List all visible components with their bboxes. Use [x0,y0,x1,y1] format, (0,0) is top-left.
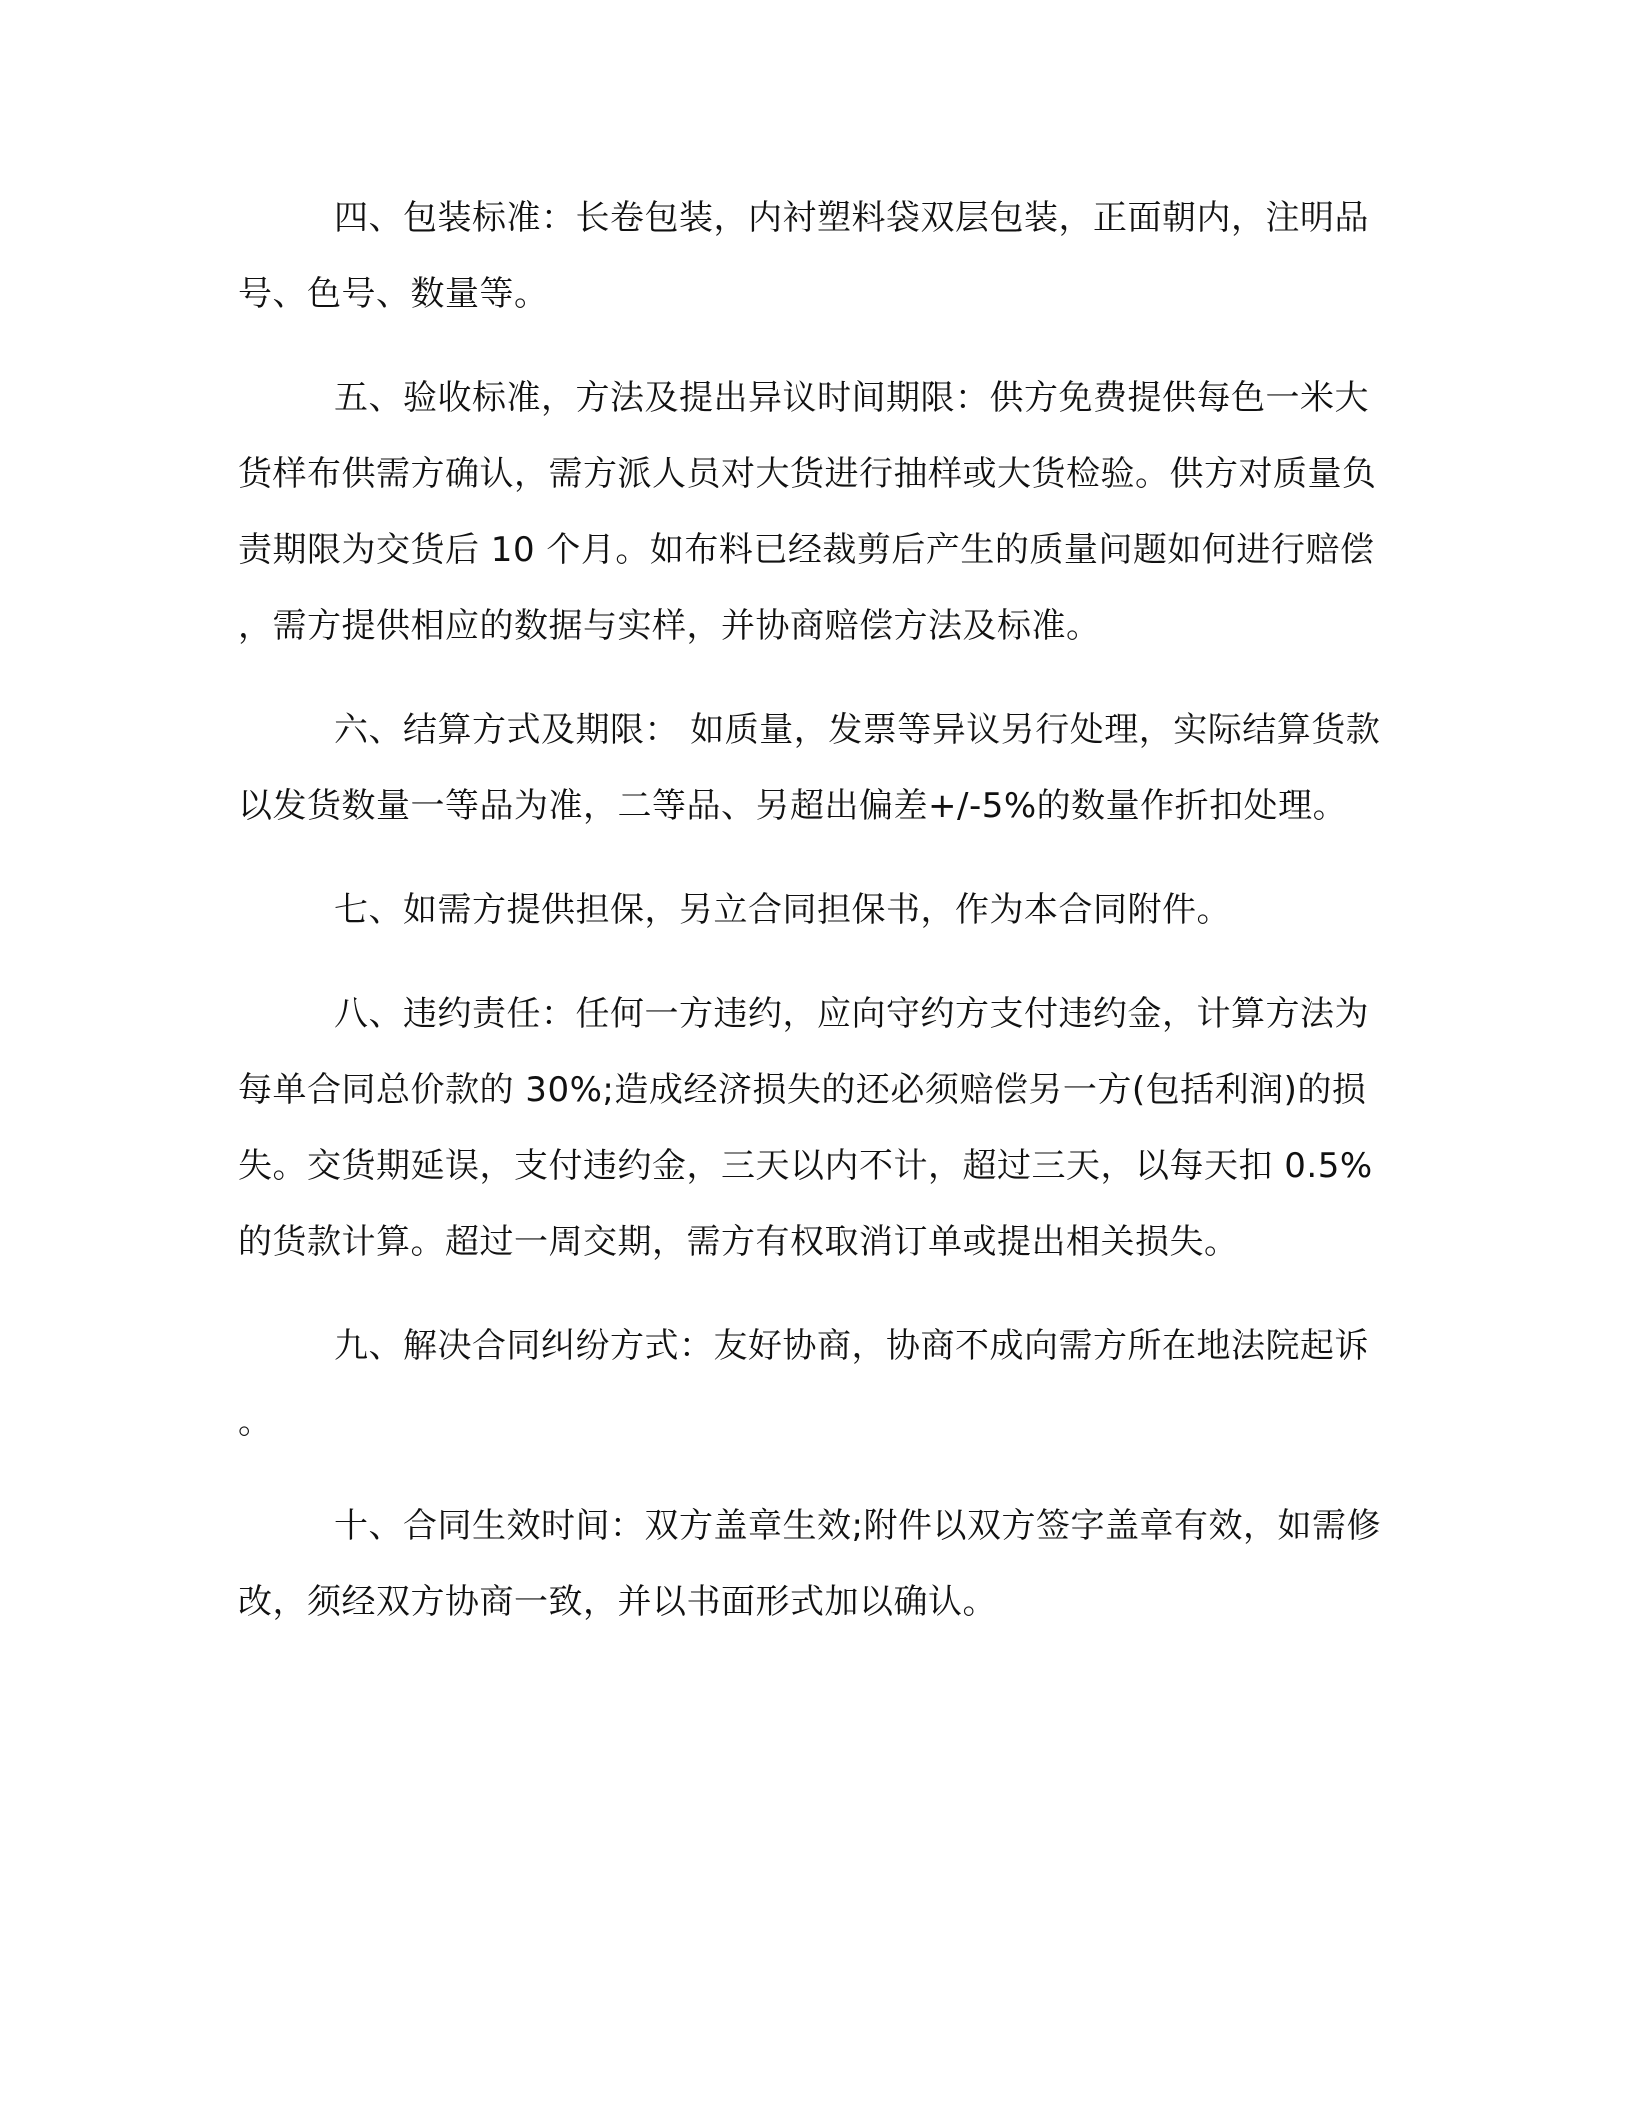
document-body [238,180,1384,1668]
clause-packaging-standard: 四、包装标准：长卷包装，内衬塑料袋双层包装，正面朝内，注明品号、色号、数量等。 [238,198,1369,314]
clause-breach-liability: 八、违约责任：任何一方违约，应向守约方支付违约金，计算方法为每单合同总价款的 30%;造成经济损失的还必须赔偿另一方(包括利润)的损失。交货期延误，支付违约金，三天以内不计，超过三天，以每天扣 0.5%的货款计算。超过一周交期，需方有权取消订单或提出相关损失。 [238,994,1373,1262]
clause-dispute-resolution: 九、解决合同纠纷方式：友好协商，协商不成向需方所在地法院起诉。 [238,1326,1369,1442]
clause-effective-time: 十、合同生效时间：双方盖章生效;附件以双方签字盖章有效，如需修改，须经双方协商一致，并以书面形式加以确认。 [238,1506,1381,1622]
clause-acceptance-standard: 五、验收标准，方法及提出异议时间期限：供方免费提供每色一米大货样布供需方确认，需方派人员对大货进行抽样或大货检验。供方对质量负责期限为交货后 10 个月。如布料已经裁剪后产生的质量问题如何进行赔偿，需方提供相应的数据与实样，并协商赔偿方法及标准。 [238,378,1377,646]
clause-guarantee: 七、如需方提供担保，另立合同担保书，作为本合同附件。 [334,890,1231,930]
clause-settlement-method: 六、结算方式及期限： 如质量，发票等异议另行处理，实际结算货款以发货数量一等品为准，二等品、另超出偏差+/-5%的数量作折扣处理。 [238,710,1381,826]
